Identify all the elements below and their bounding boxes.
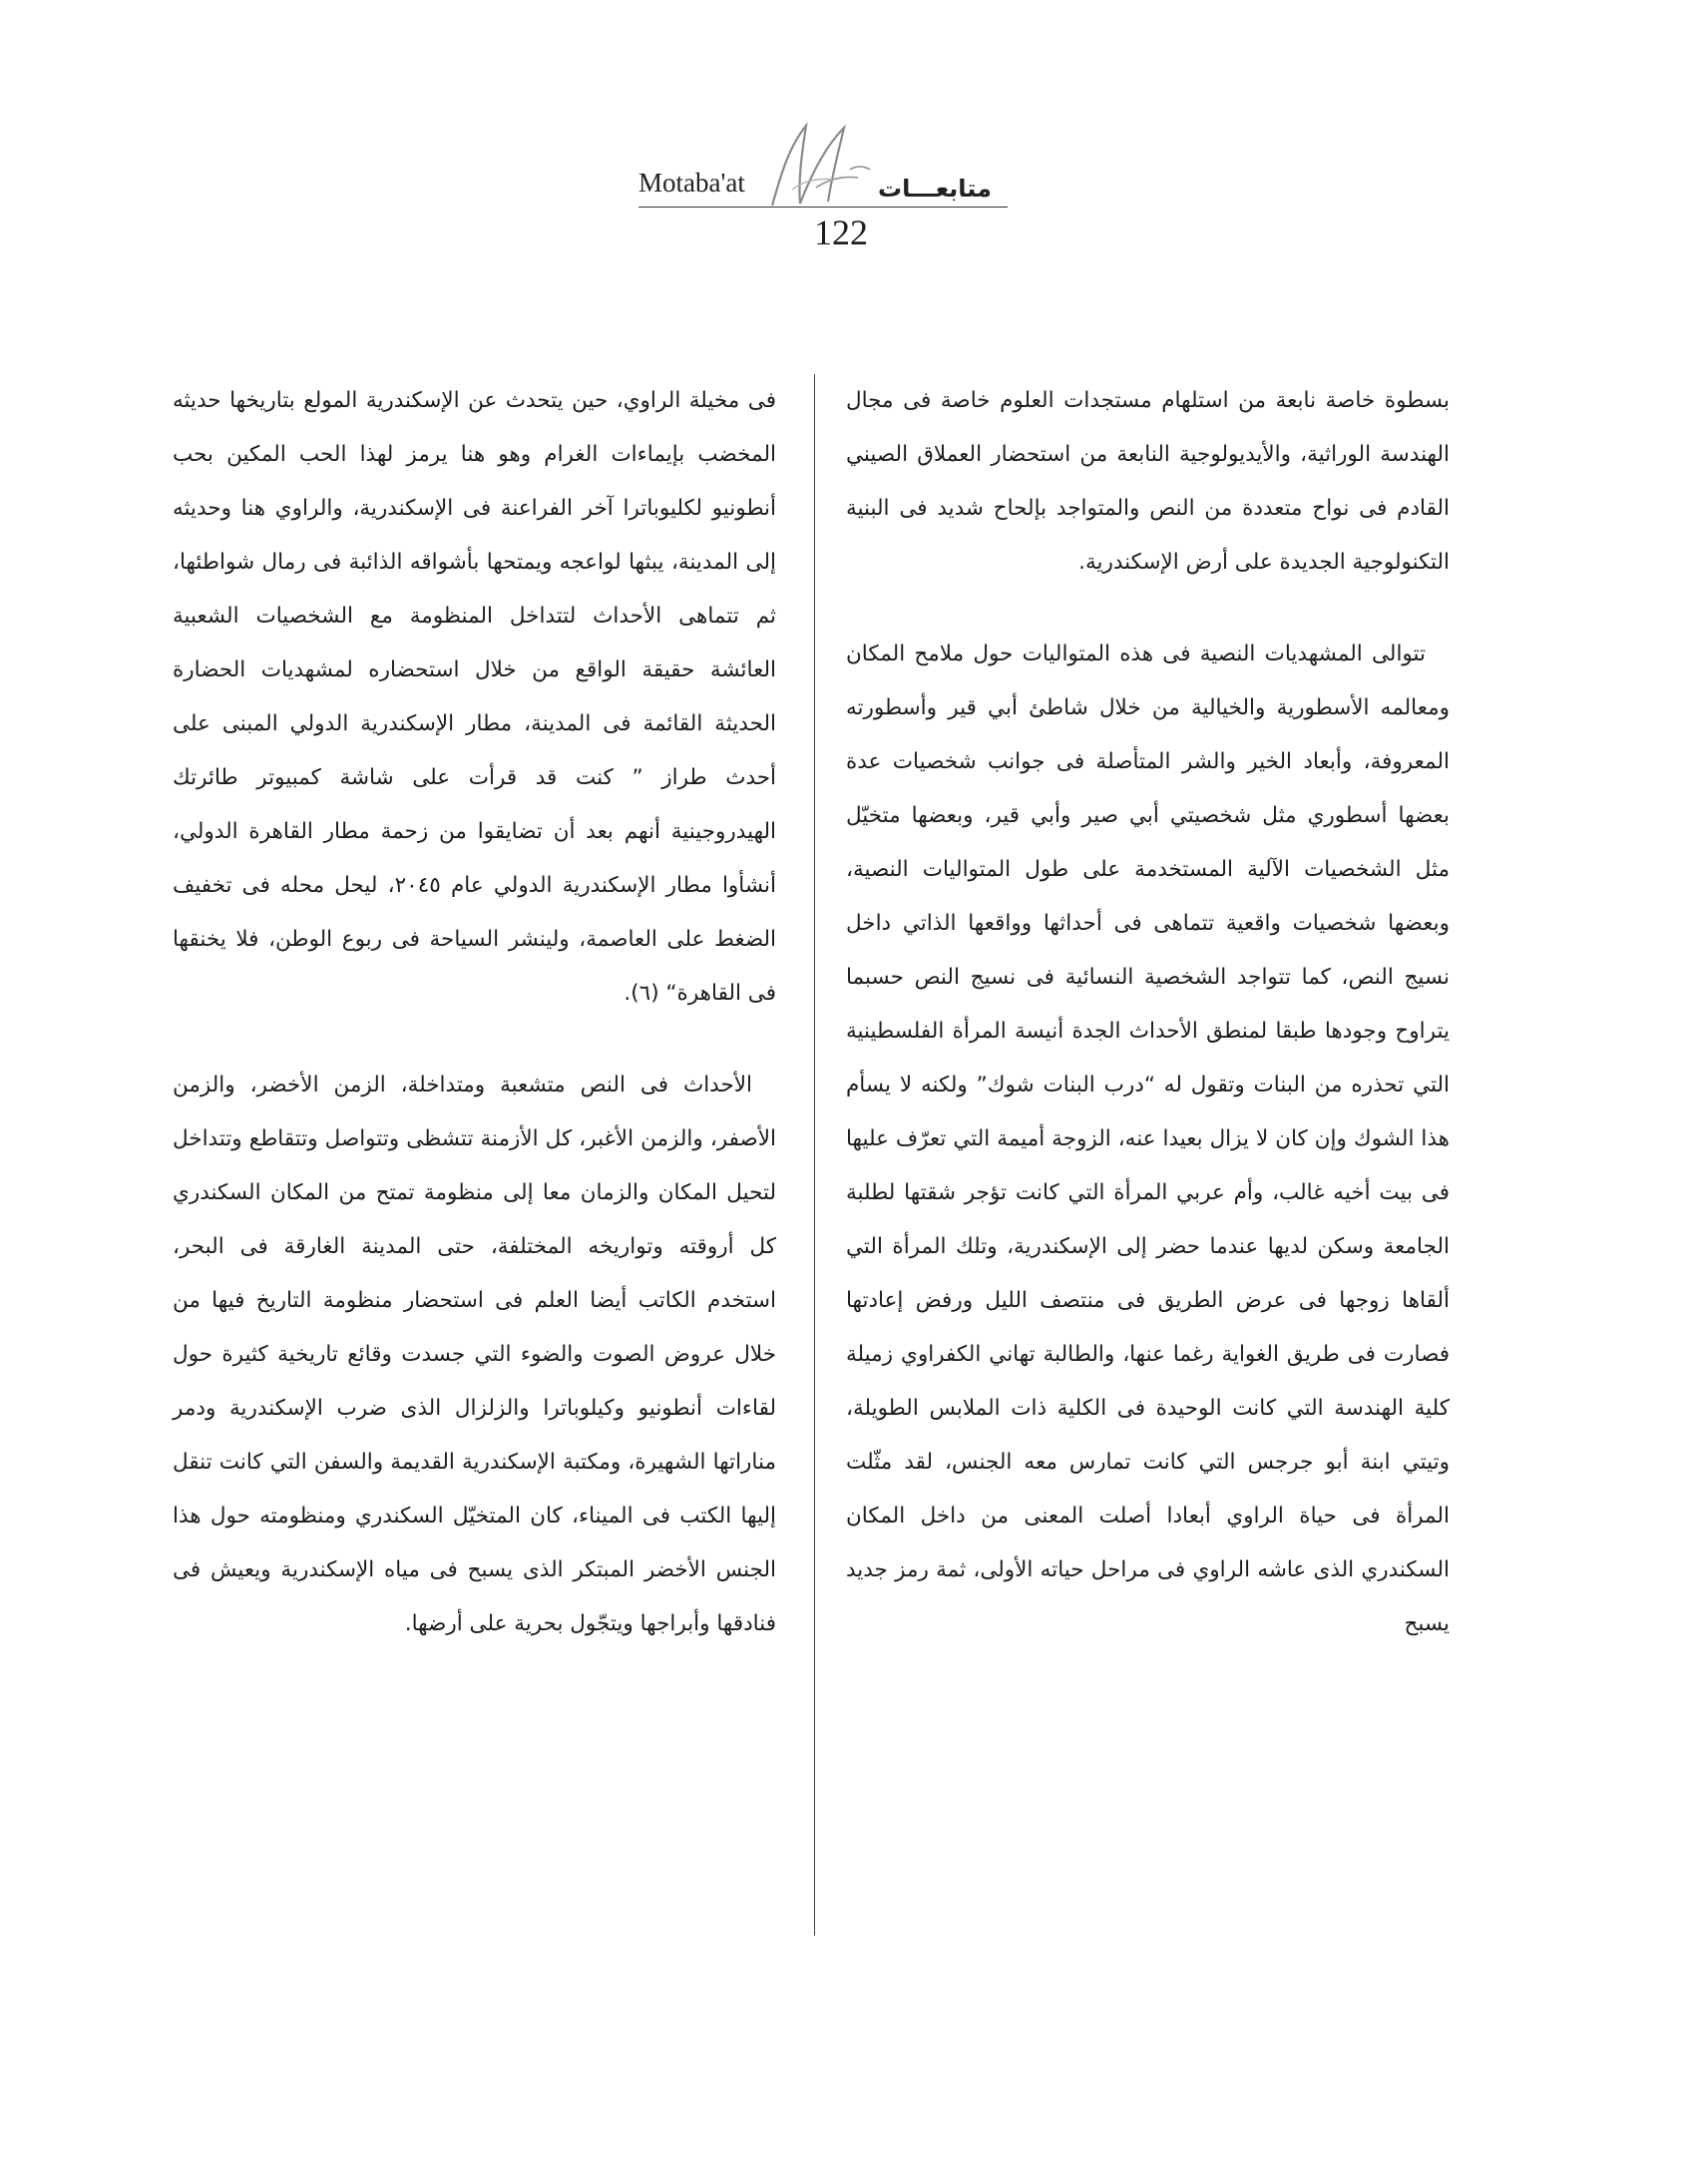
header-rule	[638, 207, 1008, 208]
left-text-column	[173, 374, 776, 1689]
header-arabic-title: متابعـــات	[878, 175, 992, 203]
right-paragraph-1: بسطوة خاصة نابعة من استلهام مستجدات العلوم خاصة فى مجال الهندسة الوراثية، والأيديولوجية النابعة من استحضار العملاق الصيني القادم فى نواح متعددة من النص والمتواجد بإلحاح شديد فى البنية التكنولوجية الجديدة على أرض الإسكندرية.	[846, 388, 1450, 575]
right-text-column	[846, 374, 1450, 1689]
left-paragraph-1: فى مخيلة الراوي، حين يتحدث عن الإسكندرية المولع بتاريخها حديثه المخضب بإيماءات الغرام وهو هنا يرمز لهذا الحب المكين بحب أنطونيو لكليوباترا آخر الفراعنة فى الإسكندرية، والراوي هنا وحديثه إلى المدينة، يبثها لواعجه ويمتحها بأشواقه الذائبة فى رمال شواطئها، ثم تتماهى الأحداث لتتداخل المنظومة مع الشخصيات الشعبية العائشة حقيقة الواقع من خلال استحضاره لمشهديات الحضارة الحديثة القائمة فى المدينة، مطار الإسكندرية الدولي المبنى على أحدث طراز ” كنت قد قرأت على شاشة كمبيوتر طائرتك الهيدروجينية أنهم بعد أن تضايقوا من زحمة مطار القاهرة الدولي، أنشأوا مطار الإسكندرية الدولي عام ٢٠٤٥، ليحل محله فى تخفيف الضغط على العاصمة، ولينشر السياحة فى ربوع الوطن، فلا يخنقها فى القاهرة“ (٦).	[173, 388, 776, 1006]
right-paragraph-2: تتوالى المشهديات النصية فى هذه المتواليات حول ملامح المكان ومعالمه الأسطورية والخيالية من خلال شاطئ أبي قير وأسطورته المعروفة، وأبعاد الخير والشر المتأصلة فى جوانب شخصيات عدة بعضها أسطوري مثل شخصيتي أبي صير وأبي قير، وبعضها متخيّل مثل الشخصيات الآلية المستخدمة على طول المتواليات النصية، وبعضها شخصيات واقعية تتماهى فى أحداثها وواقعها الذاتي داخل نسيج النص، كما تتواجد الشخصية النسائية فى نسيج النص حسبما يتراوح وجودها طبقا لمنطق الأحداث الجدة أنيسة المرأة الفلسطينية التي تحذره من البنات وتقول له “درب البنات شوك” ولكنه لا يسأم هذا الشوك وإن كان لا يزال بعيدا عنه، الزوجة أميمة التي تعرّف عليها فى بيت أخيه غالب، وأم عربي المرأة التي كانت تؤجر شقتها لطلبة الجامعة وسكن لديها عندما حضر إلى الإسكندرية، وتلك المرأة التي ألقاها زوجها فى عرض الطريق فى منتصف الليل ورفض إعادتها فصارت فى طريق الغواية رغما عنها، والطالبة تهاني الكفراوي زميلة كلية الهندسة التي كانت الوحيدة فى الكلية ذات الملابس الطويلة، وتيتي ابنة أبو جرجس التي كانت تمارس معه الجنس، لقد مثّلت المرأة فى حياة الراوي أبعادا أصلت المعنى من داخل المكان السكندري الذى عاشه الراوي فى مراحل حياته الأولى، ثمة رمز جديد يسبح	[846, 642, 1450, 1636]
nizwa-logo-icon	[758, 118, 878, 214]
column-divider	[814, 374, 815, 1936]
header-latin-title: Motaba'at	[638, 168, 745, 198]
page-number: 122	[814, 213, 868, 252]
left-paragraph-2: الأحداث فى النص متشعبة ومتداخلة، الزمن الأخضر، والزمن الأصفر، والزمن الأغبر، كل الأزمنة تتشظى وتتواصل وتتقاطع وتتداخل لتحيل المكان والزمان معا إلى منظومة تمتح من المكان السكندري كل أروقته وتواريخه المختلفة، حتى المدينة الغارقة فى البحر، استخدم الكاتب أيضا العلم فى استحضار منظومة التاريخ فيها من خلال عروض الصوت والضوء التي جسدت وقائع تاريخية كثيرة حول لقاءات أنطونيو وكيلوباترا والزلزال الذى ضرب الإسكندرية ودمر مناراتها الشهيرة، ومكتبة الإسكندرية القديمة والسفن التي كانت تنقل إليها الكتب فى الميناء، كان المتخيّل السكندري ومنظومته حول هذا الجنس الأخضر المبتكر الذى يسبح فى مياه الإسكندرية ويعيش فى فنادقها وأبراجها ويتجّول بحرية على أرضها.	[173, 1073, 776, 1636]
page-header	[0, 0, 1682, 279]
